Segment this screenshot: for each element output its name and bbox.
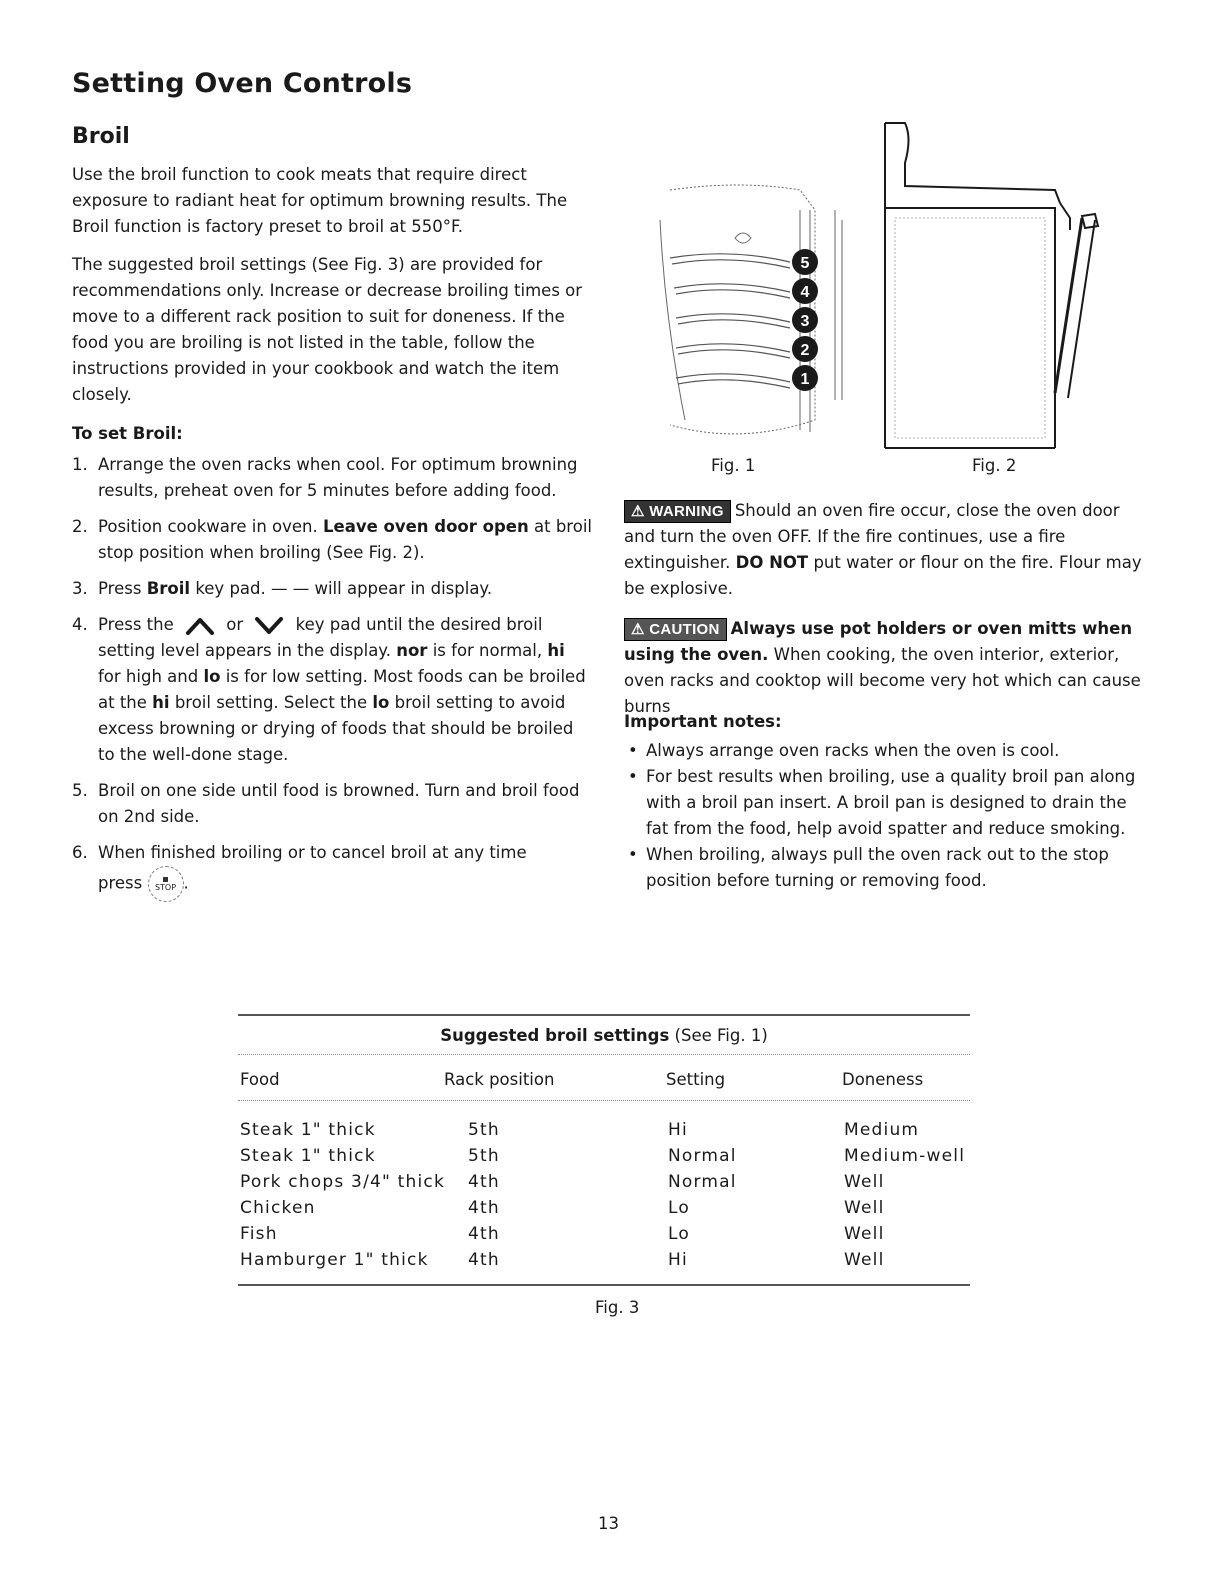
table-bottom-rule	[238, 1284, 970, 1286]
note-item: • For best results when broiling, use a quality broil pan along with a broil pan insert. A broil pan is designed to drain the fat from the food, help avoid spatter and reduce smoking.	[624, 764, 1154, 842]
step-text: Broil on one side until food is browned. Turn and broil food on 2nd side.	[98, 781, 580, 826]
step-text: Press	[98, 579, 142, 598]
step-6	[72, 840, 592, 902]
important-notes-list	[624, 738, 1154, 894]
table-caption: Suggested broil settings (See Fig. 1)	[440, 1026, 768, 1045]
hi-label: hi	[547, 641, 565, 660]
doneness-cell: Well	[844, 1224, 885, 1244]
table-row	[238, 1224, 970, 1250]
step-emphasis: Leave oven door open	[322, 517, 529, 536]
food-cell: Steak 1" thick	[240, 1146, 376, 1166]
section-heading-broil: Broil	[72, 124, 130, 149]
nor-label: nor	[396, 641, 428, 660]
page-title: Setting Oven Controls	[72, 68, 413, 99]
caution-emphasis: Always use pot holders or oven mitts when using the oven.	[624, 619, 1133, 664]
doneness-cell: Well	[844, 1250, 885, 1270]
table-row	[238, 1172, 970, 1198]
step-text: key pad until the desired broil setting level appears in the display.	[98, 615, 543, 660]
warning-emphasis: DO NOT	[735, 553, 809, 572]
step-number: 5.	[72, 781, 88, 800]
caution-text: When cooking, the oven interior, exterior, oven racks and cooktop will become very hot which can cause burns	[624, 645, 1141, 716]
fig1-caption: Fig. 1	[711, 456, 756, 475]
step-text: broil setting. Select the	[174, 693, 368, 712]
step-text: Press the	[98, 615, 174, 634]
rack-cell: 4th	[468, 1172, 500, 1192]
food-cell: Pork chops 3/4" thick	[240, 1172, 445, 1192]
up-arrow-icon	[185, 617, 215, 635]
page-number: 13	[598, 1514, 619, 1533]
step-text: is for low setting. Most foods can be broiled at the	[98, 667, 586, 712]
fig3-caption: Fig. 3	[595, 1298, 640, 1317]
step-text: Arrange the oven racks when cool. For optimum browning results, preheat oven for 5 minutes before adding food.	[98, 455, 578, 500]
step-number: 6.	[72, 843, 88, 862]
rack-position-badges	[792, 249, 818, 391]
column-header-doneness: Doneness	[842, 1070, 924, 1089]
table-header-rule	[238, 1054, 970, 1055]
broil-steps-list	[72, 452, 592, 912]
rack-cell: 4th	[468, 1224, 500, 1244]
step-4	[72, 612, 592, 768]
step-number: 4.	[72, 615, 88, 634]
step-5	[72, 778, 592, 830]
column-header-rack-position: Rack position	[444, 1070, 555, 1089]
lo-label: lo	[203, 667, 221, 686]
step-2	[72, 514, 592, 566]
table-body-rule	[238, 1100, 970, 1101]
doneness-cell: Well	[844, 1198, 885, 1218]
to-set-broil-heading: To set Broil:	[72, 424, 183, 443]
rack-label: 3	[800, 313, 810, 330]
fig2-caption: Fig. 2	[972, 456, 1017, 475]
note-item: • Always arrange oven racks when the oven is cool.	[624, 738, 1154, 764]
intro-paragraph-1: Use the broil function to cook meats that require direct exposure to radiant heat for optimum browning results. The Broil function is factory preset to broil at 550°F.	[72, 165, 568, 236]
caution-paragraph	[624, 616, 1154, 720]
setting-cell: Normal	[668, 1172, 737, 1192]
table-row	[238, 1120, 970, 1146]
food-cell: Fish	[240, 1224, 278, 1244]
step-text: key pad. — — will appear in display.	[195, 579, 493, 598]
down-arrow-icon	[254, 617, 284, 635]
fig2-oven-door-illustration	[880, 118, 1120, 453]
table-body	[238, 1120, 970, 1276]
warning-badge: ⚠ WARNING	[624, 500, 731, 523]
intro-paragraph-2: The suggested broil settings (See Fig. 3) are provided for recommendations only. Increase or decrease broiling times or move to a different rack position to suit for doneness. If the food you are broiling is not listed in the table, follow the instructions provided in your cookbook and watch the item closely.	[72, 255, 583, 404]
rack-label: 4	[800, 284, 810, 301]
column-header-food: Food	[240, 1070, 280, 1089]
stop-key-icon	[148, 866, 184, 902]
step-1	[72, 452, 592, 504]
note-item: • When broiling, always pull the oven rack out to the stop position before turning or removing food.	[624, 842, 1154, 894]
step-text: .	[183, 873, 189, 893]
step-text: press	[98, 873, 143, 893]
step-number: 1.	[72, 455, 88, 474]
table-top-rule	[238, 1014, 970, 1016]
table-row	[238, 1198, 970, 1224]
step-number: 2.	[72, 517, 88, 536]
stop-key-label: STOP	[154, 882, 177, 892]
table-row	[238, 1146, 970, 1172]
food-cell: Steak 1" thick	[240, 1120, 376, 1140]
rack-label: 5	[800, 255, 810, 272]
warning-text-2: put water or flour on the fire. Flour may be explosive.	[624, 553, 1142, 598]
food-cell: Chicken	[240, 1198, 316, 1218]
setting-cell: Hi	[668, 1120, 688, 1140]
rack-cell: 4th	[468, 1250, 500, 1270]
setting-cell: Hi	[668, 1250, 688, 1270]
important-notes-heading: Important notes:	[624, 712, 782, 731]
rack-label: 1	[800, 371, 810, 388]
fig1-oven-racks-illustration	[640, 170, 855, 450]
rack-cell: 5th	[468, 1146, 500, 1166]
warning-text: Should an oven fire occur, close the oven door and turn the oven OFF. If the fire continues, use a fire extinguisher.	[624, 501, 1120, 572]
doneness-cell: Well	[844, 1172, 885, 1192]
rack-cell: 4th	[468, 1198, 500, 1218]
table-row	[238, 1250, 970, 1276]
step-text: or	[226, 615, 244, 634]
setting-cell: Lo	[668, 1224, 690, 1244]
column-header-setting: Setting	[666, 1070, 726, 1089]
step-text: is for normal,	[432, 641, 543, 660]
step-text: When finished broiling or to cancel broil at any time	[98, 843, 527, 862]
hi-label: hi	[152, 693, 170, 712]
doneness-cell: Medium-well	[844, 1146, 966, 1166]
warning-paragraph	[624, 498, 1154, 602]
step-3	[72, 576, 592, 602]
setting-cell: Normal	[668, 1146, 737, 1166]
rack-label: 2	[800, 342, 810, 359]
food-cell: Hamburger 1" thick	[240, 1250, 429, 1270]
step-text: for high and	[98, 667, 199, 686]
doneness-cell: Medium	[844, 1120, 920, 1140]
step-text: at broil stop position when broiling (See Fig. 2).	[98, 517, 592, 562]
step-number: 3.	[72, 579, 88, 598]
step-text: broil setting to avoid excess browning or drying of foods that should be broiled to the well-done stage.	[98, 693, 574, 764]
setting-cell: Lo	[668, 1198, 690, 1218]
caution-badge: ⚠ CAUTION	[624, 618, 727, 641]
step-text: Position cookware in oven.	[98, 517, 318, 536]
broil-key-label: Broil	[146, 579, 191, 598]
lo-label: lo	[372, 693, 390, 712]
rack-cell: 5th	[468, 1120, 500, 1140]
